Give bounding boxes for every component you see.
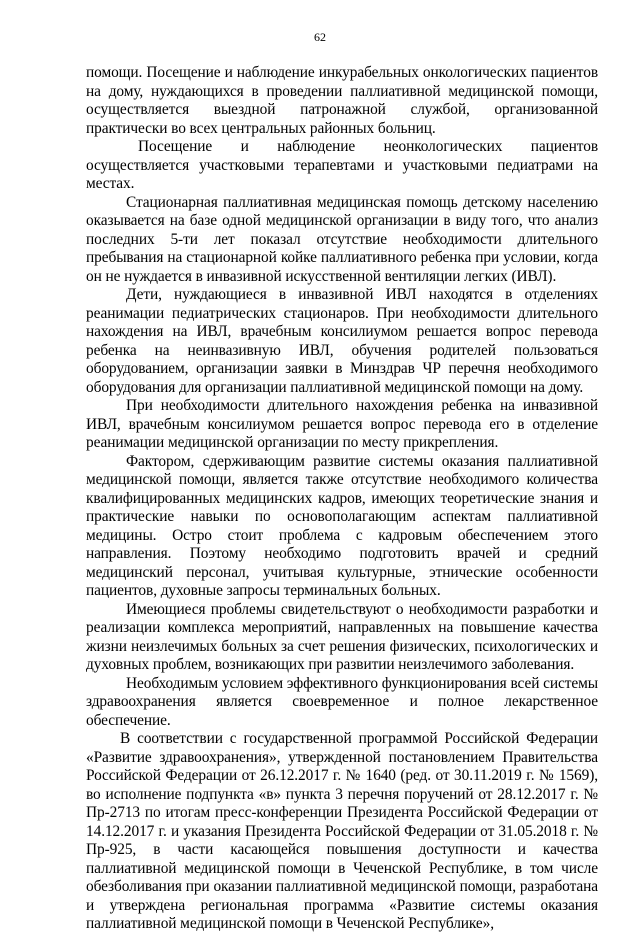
paragraph-3: Стационарная паллиативная медицинская помощь детскому населению оказывается на базе одной медицинской организации в виду того, что анализ последних 5-ти лет показал отсутствие необходимости длительного пребывания на стационарной койке паллиативного ребенка при условии, когда он не нуждается в инвазивной искусственной вентиляции легких (ИВЛ). — [86, 193, 598, 285]
paragraph-9: В соответствии с государственной программой Российской Федерации «Развитие здравоохранения», утвержденной постановлением Правительства Российской Федерации от 26.12.2017 г. № 1640 (ред. от 30.11.2019 г. № 1569), во исполнение подпункта «в» пункта 3 перечня поручений от 28.12.2017 г. № Пр-2713 по итогам пресс-конференции Президента Российской Федерации от 14.12.2017 г. и указания Президента Российской Федерации от 31.05.2018 г. № Пр-925, в части касающейся повышения доступности и качества паллиативной медицинской помощи в Чеченской Республике, в том числе обезболивания при оказании паллиативной медицинской помощи, разработана и утверждена региональная программа «Развитие системы оказания паллиативной медицинской помощи в Чеченской Республике», — [86, 730, 598, 932]
paragraph-1: помощи. Посещение и наблюдение инкурабельных онкологических пациентов на дому, нуждающихся в проведении паллиативной медицинской помощи, осуществляется выездной патронажной службой, организованной практически во всех центральных районных больниц. — [86, 64, 598, 137]
paragraph-5: При необходимости длительного нахождения ребенка на инвазивной ИВЛ, врачебным консилиумом решается вопрос перевода его в отделение реанимации медицинской организации по месту прикрепления. — [86, 397, 598, 451]
paragraph-7: Имеющиеся проблемы свидетельствуют о необходимости разработки и реализации комплекса мероприятий, направленных на повышение качества жизни неизлечимых больных за счет решения физических, психологических и духовных проблем, возникающих при развитии неизлечимого заболевания. — [86, 600, 598, 673]
page-number: 62 — [314, 30, 326, 44]
body-text — [86, 64, 598, 934]
paragraph-6: Фактором, сдерживающим развитие системы оказания паллиативной медицинской помощи, является также отсутствие необходимого количества квалифицированных медицинских кадров, имеющих теоретические знания и практические навыки по основополагающим аспектам паллиативной медицины. Остро стоит проблема с кадровым обеспечением этого направления. Поэтому необходимо подготовить врачей и средний медицинский персонал, учитывая культурные, этнические особенности пациентов, духовные запросы терминальных больных. — [86, 452, 598, 599]
paragraph-4: Дети, нуждающиеся в инвазивной ИВЛ находятся в отделениях реанимации педиатрических стационаров. При необходимости длительного нахождения на ИВЛ, врачебным консилиумом решается вопрос перевода ребенка на неинвазивную ИВЛ, обучения родителей пользоваться оборудованием, организации заявки в Минздрав ЧР перечня необходимого оборудования для организации паллиативной медицинской помощи на дому. — [86, 286, 598, 396]
paragraph-2: Посещение и наблюдение неонкологических пациентов осуществляется участковыми терапевтами и участковыми педиатрами на местах. — [86, 138, 598, 192]
paragraph-8: Необходимым условием эффективного функционирования всей системы здравоохранения является своевременное и полное лекарственное обеспечение. — [86, 674, 598, 729]
